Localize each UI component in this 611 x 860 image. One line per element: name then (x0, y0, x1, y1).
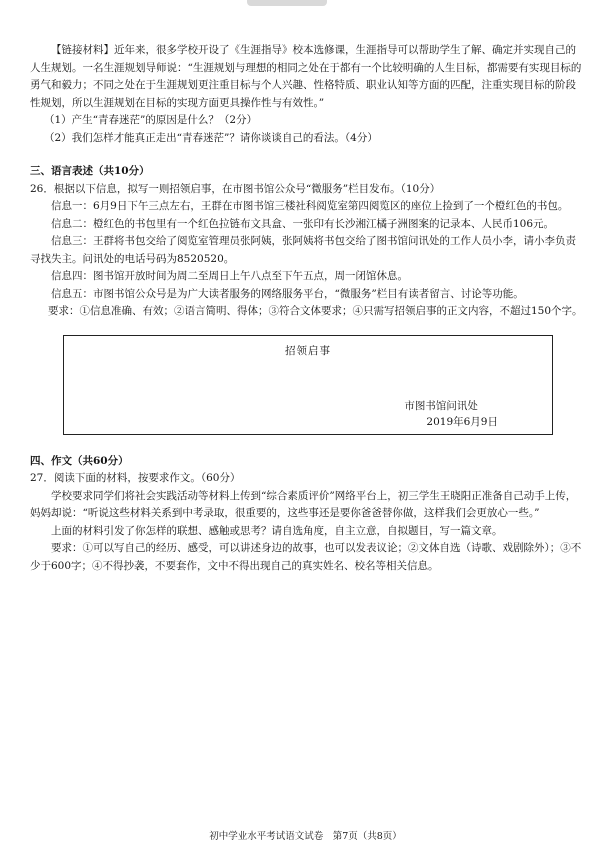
question-1: （1）产生“青春迷茫”的原因是什么？（2分） (44, 114, 258, 126)
essay-requirement: 要求：①可以写自己的经历、感受，可以讲述身边的故事，也可以发表议论；②文体自选（诗歌、戏剧除外）；③不少于600字；④不得抄袭，不要套作，文中不得出现自己的真实姓名、校名等相关信息。 (30, 542, 582, 572)
scan-mark (247, 0, 327, 6)
section-3-heading: 三、语言表述（共10分） (30, 165, 150, 177)
question-2: （2）我们怎样才能真正走出“青春迷茫”？请你谈谈自己的看法。（4分） (44, 131, 378, 144)
essay-prompt: 上面的材料引发了你怎样的联想、感触或思考？请自选角度，自主立意，自拟题目，写一篇文章。 (51, 524, 503, 537)
section-4-heading: 四、作文（共60分） (30, 454, 129, 467)
info-4: 信息四：图书馆开放时间为周二至周日上午八点至下午五点，周一闭馆休息。 (51, 270, 408, 282)
exam-page (30, 42, 585, 575)
info-5: 信息五：市图书馆公众号是为广大读者服务的网络服务平台，“微服务”栏目有读者留言、讨论等功能。 (51, 287, 524, 300)
essay-material: 学校要求同学们将社会实践活动等材料上传到“综合素质评价”网络平台上，初三学生王晓阳正准备自己动手上传，妈妈却说：“听说这些材料关系到中考录取，很重要的，这些事还是要你爸爸替你做，这样我们会更放心一些。” (30, 489, 577, 519)
info-2: 信息二：橙红色的书包里有一个红色拉链布文具盒、一张印有长沙湘江橘子洲图案的记录本、人民币106元。 (51, 217, 555, 230)
notice-title: 招领启事 (285, 344, 331, 357)
info-3: 信息三：王群将书包交给了阅览室管理员张阿姨，张阿姨将书包交给了图书馆问讯处的工作人员小李，请小李负责寻找失主。问讯处的电话号码为8520520。 (30, 235, 576, 265)
notice-answer-box (63, 335, 553, 435)
q26-requirement: 要求：①信息准确、有效；②语言简明、得体；③符合文体要求；④只需写招领启事的正文内容，不超过150个字。 (48, 305, 583, 317)
notice-signature (404, 398, 498, 430)
info-1: 信息一：6月9日下午三点左右，王群在市图书馆三楼社科阅览室第四阅览区的座位上捡到了一个橙红色的书包。 (51, 200, 569, 212)
notice-signer: 市图书馆问讯处 (404, 399, 478, 412)
question-26: 26．根据以下信息，拟写一则招领启事，在市图书馆公众号“微服务”栏目发布。（10分） (30, 182, 441, 195)
link-material: 【链接材料】近年来，很多学校开设了《生涯指导》校本选修课，生涯指导可以帮助学生了解、确定并实现自己的人生规划。一名生涯规划导师说：“生涯规划与理想的相同之处在于都有一个比较明确的人生目标，都需要有实现目标的勇气和毅力；不同之处在于生涯规划更注重目标与个人兴趣、性格特质、职业认知等方面的匹配，注重实现目标的阶段性规划，所以生涯规划在目标的实现方面更具操作性与有效性。” (30, 44, 582, 109)
page-footer: 初中学业水平考试语文试卷 第7页（共8页） (209, 831, 402, 842)
question-27: 27．阅读下面的材料，按要求作文。（60分） (30, 472, 241, 484)
notice-date: 2019年6月9日 (426, 415, 498, 428)
